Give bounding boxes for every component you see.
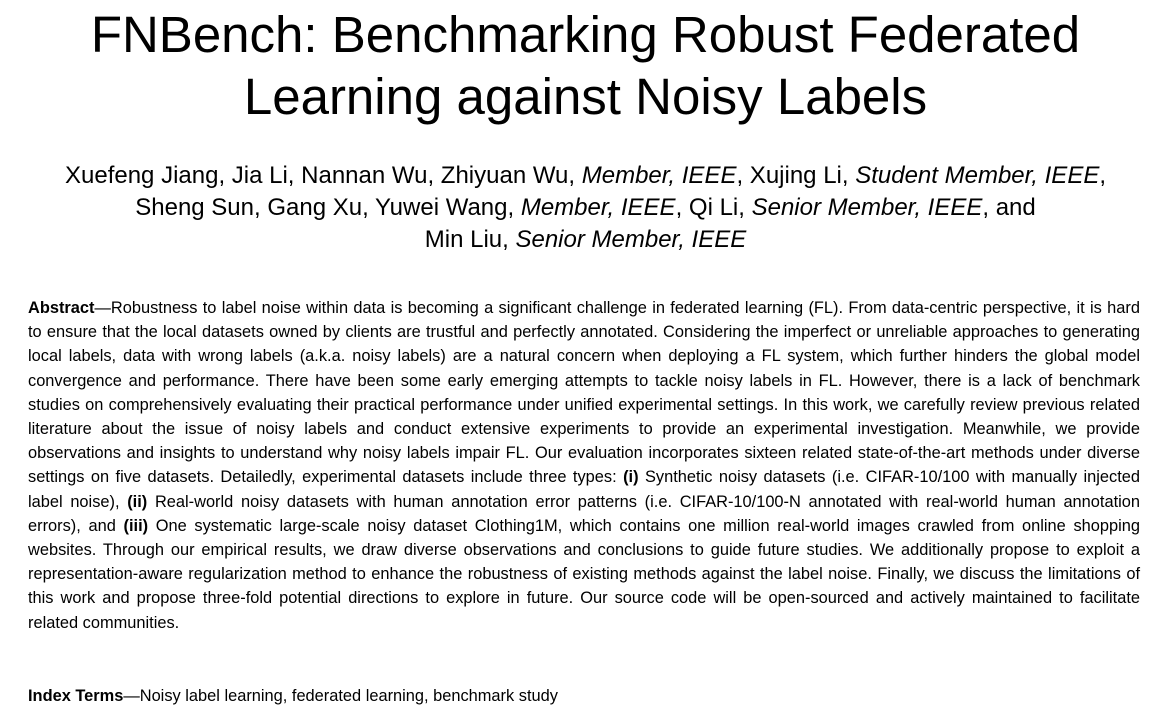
abstract-text-2: Synthetic noisy datasets (i.e. CIFAR-10/100 with manually injected label noise), — [28, 468, 1141, 511]
abstract-text-3: Real-world noisy datasets with human annotation error patterns (i.e. CIFAR-10/100-N annotated with real-world human annotation errors), and — [28, 492, 1140, 535]
author-text: , Xujing Li, — [736, 162, 856, 189]
author-role: Member, IEEE — [581, 162, 737, 189]
author-text: Sheng Sun, Gang Xu, Yuwei Wang, — [135, 194, 521, 221]
abstract-dash: — — [94, 299, 111, 317]
author-line-3 — [0, 224, 1171, 256]
abstract-marker-i: (i) — [623, 468, 639, 487]
abstract-marker-ii: (ii) — [127, 492, 148, 511]
index-terms-text: Noisy label learning, federated learning, benchmark study — [139, 687, 558, 705]
abstract-label: Abstract — [28, 299, 95, 317]
author-role: Senior Member, IEEE — [751, 194, 983, 221]
index-terms-label: Index Terms — [28, 687, 124, 705]
title-line-1: FNBench: Benchmarking Robust Federated — [90, 6, 1081, 63]
author-text: , — [1099, 162, 1106, 189]
index-terms-dash: — — [123, 687, 140, 705]
paper-title — [0, 4, 1171, 128]
title-line-2: Learning against Noisy Labels — [243, 68, 928, 125]
author-text: , Qi Li, — [675, 194, 752, 221]
author-line-2 — [0, 192, 1171, 224]
author-text: Xuefeng Jiang, Jia Li, Nannan Wu, Zhiyuan Wu, — [64, 162, 582, 189]
abstract-text-1: Robustness to label noise within data is becoming a significant challenge in federated learning (FL). From data-centric perspective, it is hard to ensure that the local datasets owned by clients are trustful and perfectly annotated. Considering the imperfect or unreliable approaches to generating local labels, data with wrong labels (a.k.a. noisy labels) are a natural concern when deploying a FL system, which further hinders the global model convergence and performance. There have been some early emerging attempts to tackle noisy labels in FL. However, there is a lack of benchmark studies on comprehensively evaluating their practical performance under unified experimental settings. In this work, we carefully review previous related literature about the issue of noisy labels and conduct extensive experiments to provide an experimental investigation. Meanwhile, we provide observations and insights to understand why noisy labels impair FL. Our evaluation incorporates sixteen related state-of-the-art methods under diverse settings on five datasets. Detailedly, experimental datasets include three types: — [28, 299, 1140, 487]
index-terms — [28, 684, 1140, 708]
abstract — [28, 296, 1140, 635]
author-role: Member, IEEE — [520, 194, 676, 221]
abstract-marker-iii: (iii) — [123, 516, 149, 535]
author-text: , and — [982, 194, 1036, 221]
abstract-text-4: One systematic large-scale noisy dataset Clothing1M, which contains one million real-world images crawled from online shopping websites. Through our empirical results, we draw diverse observations and conclusions to guide future studies. We additionally propose to exploit a representation-aware regularization method to enhance the robustness of existing methods against the label noise. Finally, we discuss the limitations of this work and propose three-fold potential directions to explore in future. Our source code will be open-sourced and actively maintained to facilitate related communities. — [28, 516, 1140, 632]
author-text: Min Liu, — [424, 226, 516, 253]
author-role: Student Member, IEEE — [855, 162, 1100, 189]
author-line-1 — [0, 160, 1171, 192]
author-role: Senior Member, IEEE — [515, 226, 747, 253]
author-list — [0, 160, 1171, 256]
